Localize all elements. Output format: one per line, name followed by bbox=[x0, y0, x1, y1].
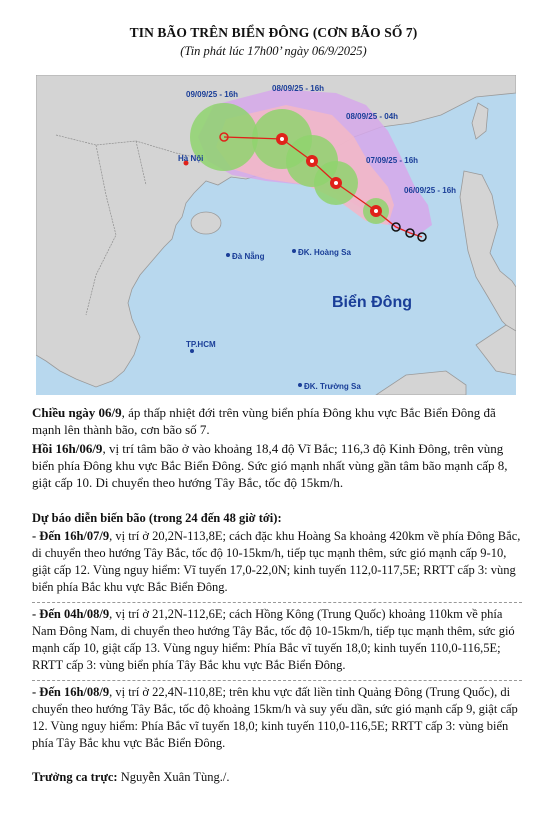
label-t5: 06/09/25 - 16h bbox=[404, 186, 457, 195]
forecast-item bbox=[32, 528, 522, 596]
label-tphcm: TP.HCM bbox=[186, 340, 216, 349]
forecast-item-text: , vị trí ở 20,2N-113,8E; cách đặc khu Hoàng Sa khoảng 420km về phía Đông Bắc, di chuyển theo hướng Tây Bắc, tốc độ 10-15km/h, tiếp tục mạnh thêm, sức gió mạnh cấp 9-10, giật cấp 12. Vùng nguy hiểm: Vĩ tuyến 17,0-22,0N; kinh tuyến 112,0-117,5E; RRTT cấp 3: vùng biển phía Bắc khu vực Bắc Biển Đông. bbox=[32, 529, 521, 594]
storm-symbol-forecast bbox=[330, 177, 342, 189]
danang-dot bbox=[226, 253, 230, 257]
land-hainan bbox=[191, 212, 221, 234]
label-hanoi: Hà Nội bbox=[178, 154, 204, 163]
tphcm-dot bbox=[190, 349, 194, 353]
hoangsa-dot bbox=[292, 249, 296, 253]
label-truongsa: ĐK. Trường Sa bbox=[304, 382, 361, 391]
forecast-heading: Dự báo diễn biến bão (trong 24 đến 48 giờ tới): bbox=[32, 511, 282, 525]
truongsa-dot bbox=[298, 383, 302, 387]
label-danang: Đà Nẵng bbox=[232, 252, 265, 261]
document-header bbox=[0, 25, 547, 59]
p1-lead: Chiều ngày 06/9 bbox=[32, 405, 122, 420]
forecast-item-lead: - Đến 16h/07/9 bbox=[32, 529, 110, 543]
label-t1: 09/09/25 - 16h bbox=[186, 90, 239, 99]
forecast-item-lead: - Đến 04h/08/9 bbox=[32, 607, 110, 621]
forecast-item-text: , vị trí ở 21,2N-112,6E; cách Hồng Kông (Trung Quốc) khoảng 110km về phía Nam Đông Nam, di chuyển theo hướng Tây Bắc, tốc độ 10-15km/h, tiếp tục mạnh thêm, sức gió mạnh cấp 10, giật cấp 13. Vùng nguy hiểm: Phía Bắc vĩ tuyến 18,0; kinh tuyến 110,0-116,5E; RRTT cấp 3: vùng biển phía Tây Bắc khu vực Bắc Biển Đông. bbox=[32, 607, 515, 672]
summary-paragraph-2 bbox=[32, 440, 522, 491]
label-t4: 07/09/25 - 16h bbox=[366, 156, 419, 165]
label-hoangsa: ĐK. Hoàng Sa bbox=[298, 248, 351, 257]
label-t2: 08/09/25 - 16h bbox=[272, 84, 325, 93]
storm-symbol-forecast bbox=[276, 133, 288, 145]
p2-text: , vị trí tâm bão ở vào khoảng 18,4 độ Vĩ Bắc; 116,3 độ Kinh Đông, trên vùng biển phía Đông khu vực Bắc Biển Đông. Sức gió mạnh nhất vùng gần tâm bão mạnh cấp 8, giật cấp 10. Di chuyển theo hướng Tây Bắc, tốc độ 15km/h. bbox=[32, 441, 508, 490]
issue-time: (Tin phát lúc 17h00’ ngày 06/9/2025) bbox=[180, 44, 367, 58]
signature-label: Trưởng ca trực: bbox=[32, 770, 118, 784]
summary-paragraph-1 bbox=[32, 404, 522, 438]
bulletin-title: TIN BÃO TRÊN BIỂN ĐÔNG (CƠN BÃO SỐ 7) bbox=[129, 25, 418, 40]
forecast-item bbox=[32, 606, 522, 674]
map-svg bbox=[36, 75, 516, 395]
signature bbox=[32, 769, 522, 786]
storm-symbol-current bbox=[370, 205, 382, 217]
p1-text: , áp thấp nhiệt đới trên vùng biển phía Đông khu vực Bắc Biển Đông đã mạnh lên thành bão, cơn bão số 7. bbox=[32, 405, 496, 437]
p2-lead: Hồi 16h/06/9 bbox=[32, 441, 103, 456]
forecast-item bbox=[32, 684, 522, 752]
forecast-item-text: , vị trí ở 22,4N-110,8E; trên khu vực đất liền tỉnh Quảng Đông (Trung Quốc), di chuyển theo hướng Tây Bắc, tốc độ khoảng 15km/h và suy yếu dần, sức gió mạnh cấp 9, giật cấp 12. Vùng nguy hiểm: Phía Bắc vĩ tuyến 18,0; kinh tuyến 110,0-116,5E; RRTT cấp 3: vùng biển phía Tây Bắc khu vực Bắc Biển Đông. bbox=[32, 685, 518, 750]
label-t3: 08/09/25 - 04h bbox=[346, 112, 399, 121]
storm-track-map bbox=[36, 75, 516, 395]
label-biendong: Biển Đông bbox=[332, 294, 412, 311]
storm-symbol-forecast bbox=[306, 155, 318, 167]
forecast-item-lead: - Đến 16h/08/9 bbox=[32, 685, 110, 699]
divider bbox=[32, 680, 522, 681]
divider bbox=[32, 602, 522, 603]
signature-name: Nguyễn Xuân Tùng./. bbox=[117, 770, 230, 784]
